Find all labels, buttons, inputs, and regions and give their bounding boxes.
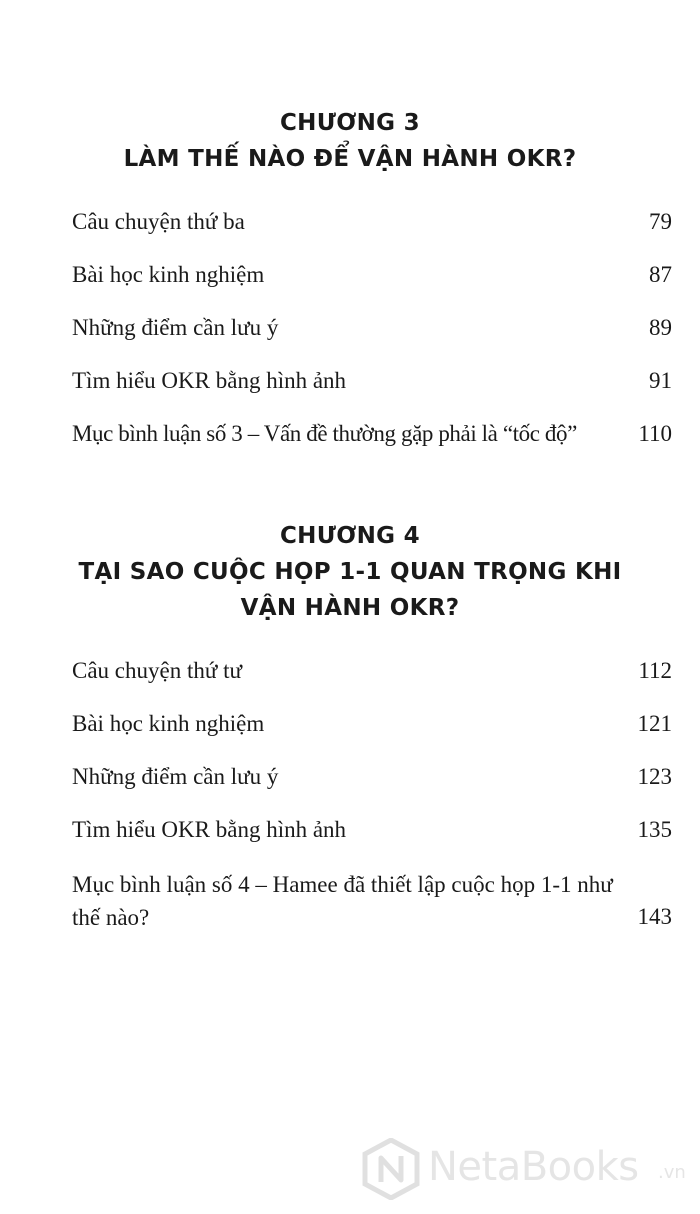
chapter-4 <box>0 518 700 930</box>
watermark-brand: NetaBooks <box>428 1144 639 1190</box>
watermark-suffix: .vn <box>658 1162 686 1183</box>
toc-entry[interactable] <box>0 868 700 938</box>
toc-entry-title: Những điểm cần lưu ý <box>72 764 279 789</box>
toc-entry-page: 91 <box>649 368 672 393</box>
chapter-number: CHƯƠNG 3 <box>280 110 420 136</box>
chapter-title-line: TẠI SAO CUỘC HỌP 1-1 QUAN TRỌNG KHI <box>78 559 622 585</box>
toc-entry-page: 89 <box>649 315 672 340</box>
toc-entry-title: Mục bình luận số 3 – Vấn đề thường gặp phải là “tốc độ” <box>72 421 577 446</box>
chapter-number: CHƯƠNG 4 <box>280 523 420 549</box>
toc-entry-title: Mục bình luận số 4 – Hamee đã thiết lập cuộc họp 1-1 như thế nào? <box>72 872 613 930</box>
watermark-logo <box>362 1138 692 1202</box>
toc-entry-title: Câu chuyện thứ tư <box>72 658 242 683</box>
chapter-3 <box>0 105 700 446</box>
toc-entry-title: Bài học kinh nghiệm <box>72 262 265 287</box>
toc-entry-page: 87 <box>649 262 672 287</box>
toc-entry-title: Bài học kinh nghiệm <box>72 711 265 736</box>
toc-entry-title: Tìm hiểu OKR bằng hình ảnh <box>72 817 347 842</box>
chapter-heading <box>0 105 700 177</box>
toc-entry-title: Những điểm cần lưu ý <box>72 315 279 340</box>
chapter-heading <box>0 518 700 626</box>
n-logo-icon <box>362 1138 420 1200</box>
chapter-title-line: LÀM THẾ NÀO ĐỂ VẬN HÀNH OKR? <box>123 146 577 172</box>
toc-entry-page: 135 <box>637 817 672 842</box>
chapter-title-line: VẬN HÀNH OKR? <box>240 595 460 621</box>
toc-entry-title: Câu chuyện thứ ba <box>72 209 245 234</box>
toc-entry-page: 121 <box>637 711 672 736</box>
toc-entry-page: 112 <box>638 658 672 683</box>
toc-entry-page: 123 <box>637 764 672 789</box>
toc-entry-page: 79 <box>649 209 672 234</box>
toc-entry-title: Tìm hiểu OKR bằng hình ảnh <box>72 368 347 393</box>
toc-entry-page: 143 <box>637 904 672 929</box>
toc-entry-page: 110 <box>638 421 672 446</box>
